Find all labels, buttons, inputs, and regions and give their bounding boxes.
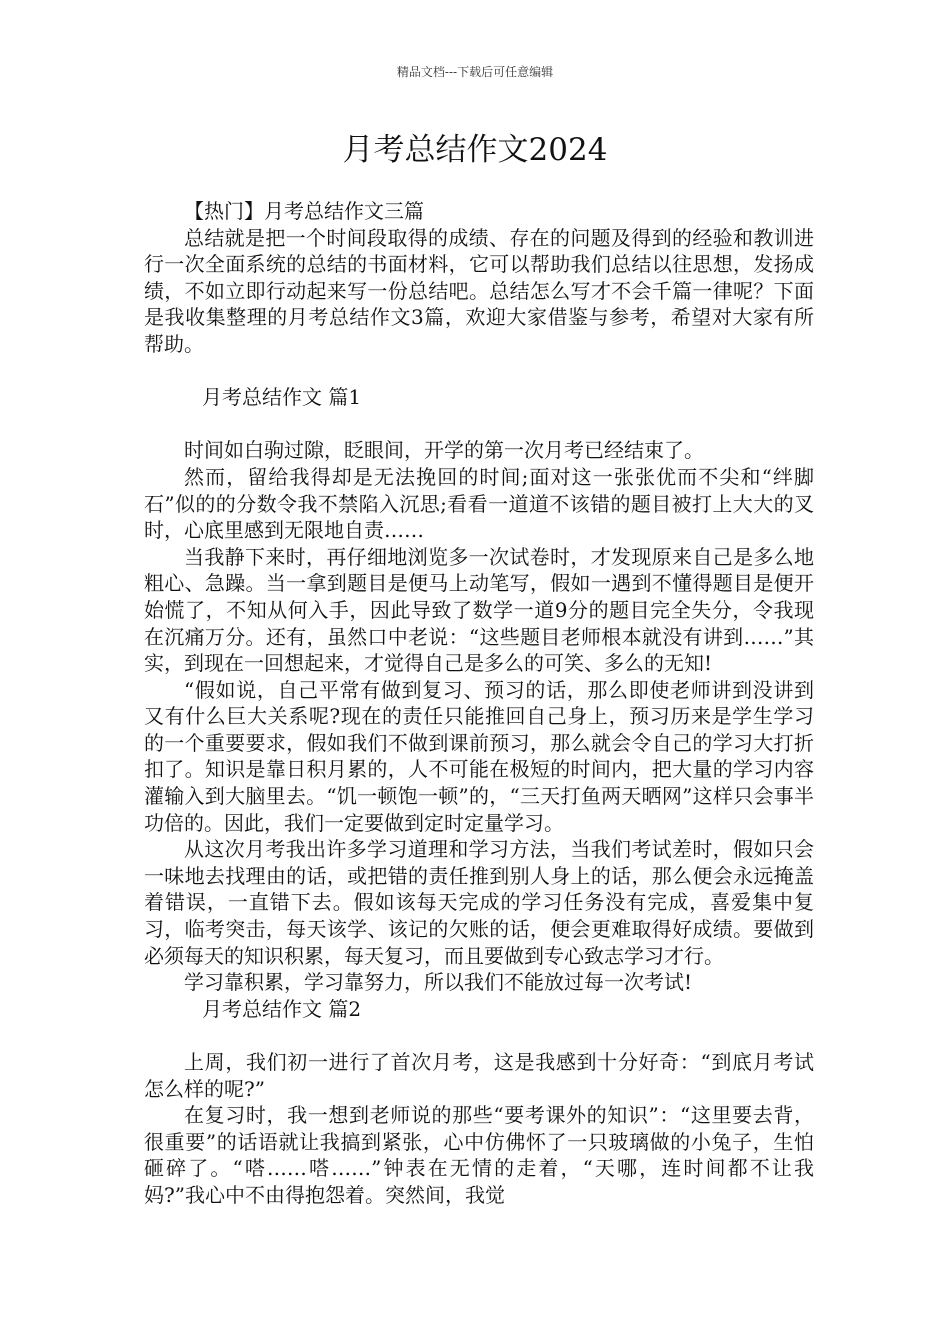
document-body <box>144 198 814 1209</box>
paragraph: 从这次月考我出许多学习道理和学习方法，当我们考试差时，假如只会一味地去找理由的话，或把错的责任推到别人身上的话，那么便会永远掩盖着错误，一直错下去。假如该每天完成的学习任务没有完成，喜爱集中复习，临考突击，每天该学、该记的欠账的话，便会更难取得好成绩。要做到必须每天的知识积累，每天复习，而且要做到专心致志学习才行。 <box>144 837 814 968</box>
intro-paragraph: 总结就是把一个时间段取得的成绩、存在的问题及得到的经验和教训进行一次全面系统的总结的书面材料，它可以帮助我们总结以往思想，发扬成绩，不如立即行动起来写一份总结吧。总结怎么写才不会千篇一律呢？下面是我收集整理的月考总结作文3篇，欢迎大家借鉴与参考，希望对大家有所帮助。 <box>144 225 814 356</box>
document-title: 月考总结作文2024 <box>342 132 608 168</box>
header-note: 精品文档---下载后可任意编辑 <box>396 65 554 79</box>
section-heading-2: 月考总结作文 篇2 <box>202 996 362 1021</box>
paragraph: 在复习时，我一想到老师说的那些“要考课外的知识”：“这里要去背，很重要”的话语就让我搞到紧张，心中仿佛怀了一只玻璃做的小兔子，生怕砸碎了。“嗒……嗒……”钟表在无情的走着，“天哪，连时间都不让我妈?”我心中不由得抱怨着。突然间，我觉 <box>144 1103 814 1207</box>
section-heading-1: 月考总结作文 篇1 <box>202 385 362 410</box>
intro-heading: 【热门】月考总结作文三篇 <box>184 199 424 223</box>
paragraph: 时间如白驹过隙，眨眼间，开学的第一次月考已经结束了。 <box>184 438 704 463</box>
paragraph: 学习靠积累，学习靠努力，所以我们不能放过每一次考试! <box>184 970 693 995</box>
paragraph: 然而，留给我得却是无法挽回的时间;面对这一张张优而不尖和“绊脚石”似的的分数令我不禁陷入沉思;看看一道道不该错的题目被打上大大的叉时，心底里感到无限地自责…… <box>144 464 814 543</box>
paragraph: “假如说，自己平常有做到复习、预习的话，那么即使老师讲到没讲到又有什么巨大关系呢?现在的责任只能推回自己身上，预习历来是学生学习的一个重要要求，假如我们不做到课前预习，那么就会令自己的学习大打折扣了。知识是靠日积月累的，人不可能在极短的时间内，把大量的学习内容灌输入到大脑里去。“饥一顿饱一顿”的，“三天打鱼两天晒网”这样只会事半功倍的。因此，我们一定要做到定时定量学习。 <box>144 677 814 835</box>
paragraph: 上周，我们初一进行了首次月考，这是我感到十分好奇：“到底月考试怎么样的呢?” <box>144 1050 814 1101</box>
paragraph: 当我静下来时，再仔细地浏览多一次试卷时，才发现原来自己是多么地粗心、急躁。当一拿到题目是便马上动笔写，假如一遇到不懂得题目是便开始慌了，不知从何入手，因此导致了数学一道9分的题目完全失分，令我现在沉痛万分。还有，虽然口中老说：“这些题目老师根本就没有讲到……”其实，到现在一回想起来，才觉得自己是多么的可笑、多么的无知! <box>144 544 814 676</box>
